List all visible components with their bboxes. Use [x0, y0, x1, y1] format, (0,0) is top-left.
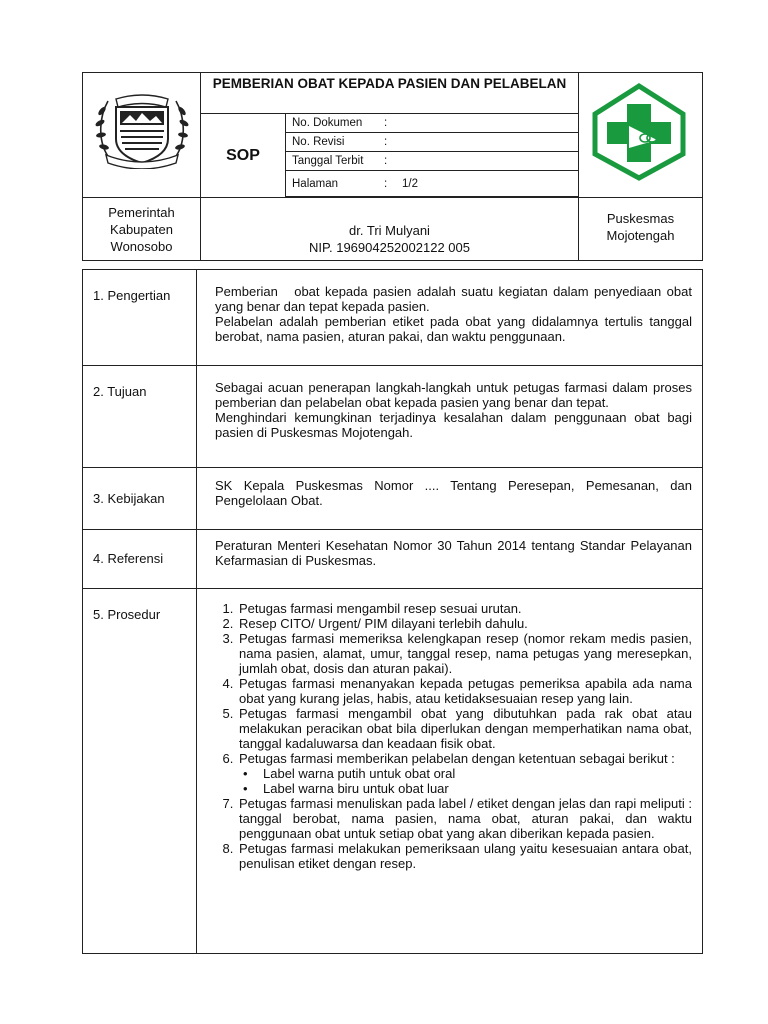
bullet-icon: • [243, 766, 248, 781]
procedure-step: 5. Petugas farmasi mengambil obat yang dibutuhkan pada rak obat atau melakukan peracikan obat bila diperlukan dengan memperhatikan nama obat, tanggal kadaluwarsa dan keadaan fisik obat. [237, 706, 692, 751]
section-label-pengertian: 1. Pengertian [83, 270, 197, 366]
puskesmas-name: Puskesmas Mojotengah [579, 198, 703, 261]
puskesmas-logo-icon [589, 82, 689, 182]
label-bullet-item: • Label warna putih untuk obat oral [243, 766, 456, 781]
sop-body-table [82, 269, 703, 954]
meta-row-no-dokumen: No. Dokumen : [286, 114, 579, 133]
bullet-icon: • [243, 781, 248, 796]
section-kebijakan [83, 468, 703, 530]
procedure-step: 2. Resep CITO/ Urgent/ PIM dilayani terlebih dahulu. [237, 616, 692, 631]
procedure-step: 3. Petugas farmasi memeriksa kelengkapan resep (nomor rekam medis pasien, nama pasien, alamat, umur, tanggal resep, nama petugas yang meresepkan, jumlah obat, dosis dan aturan pakai). [237, 631, 692, 676]
section-content-prosedur [197, 589, 703, 954]
procedure-step-labeling: 6. Petugas farmasi memberikan pelabelan dengan ketentuan sebagai berikut : • Label warna putih untuk obat oral • Label warna biru untuk obat luar [237, 751, 692, 796]
section-label-referensi: 4. Referensi [83, 530, 197, 589]
meta-row-tanggal-terbit: Tanggal Terbit : [286, 152, 579, 171]
meta-row-halaman: Halaman : 1/2 [286, 171, 579, 197]
signatory-name: dr. Tri Mulyani [349, 223, 430, 238]
section-label-tujuan: 2. Tujuan [83, 366, 197, 468]
signatory-block [201, 198, 579, 261]
regency-name: Pemerintah Kabupaten Wonosobo [83, 198, 201, 261]
section-pengertian [83, 270, 703, 366]
section-referensi [83, 530, 703, 589]
regency-logo-cell [83, 73, 201, 198]
document-title: PEMBERIAN OBAT KEPADA PASIEN DAN PELABELAN [201, 73, 579, 114]
procedure-step: 8. Petugas farmasi melakukan pemeriksaan ulang yaitu kesesuaian antara obat, penulisan etiket dengan resep. [237, 841, 692, 871]
section-content-tujuan: Sebagai acuan penerapan langkah-langkah untuk petugas farmasi dalam proses pemberian dan pelabelan obat kepada pasien yang benar dan tepat. Menghindari kemungkinan terjadinya kesalahan dalam penggunaan obat bagi pasien di Puskesmas Mojotengah. [197, 366, 703, 468]
section-content-kebijakan: SK Kepala Puskesmas Nomor .... Tentang Peresepan, Pemesanan, dan Pengelolaan Obat. [197, 468, 703, 530]
puskesmas-logo-cell [579, 73, 703, 198]
section-content-referensi: Peraturan Menteri Kesehatan Nomor 30 Tahun 2014 tentang Standar Pelayanan Kefarmasian di Puskesmas. [197, 530, 703, 589]
signatory-nip: NIP. 196904252002122 005 [309, 240, 470, 255]
procedure-step: 7. Petugas farmasi menuliskan pada label / etiket dengan jelas dan rapi meliputi : tanggal berobat, nama pasien, nama obat, aturan pakai, dan waktu penggunaan obat untuk setiap obat yang akan diberikan kepada pasien. [237, 796, 692, 841]
section-label-prosedur: 5. Prosedur [83, 589, 197, 954]
procedure-step: 4. Petugas farmasi menanyakan kepada petugas pemeriksa apabila ada nama obat yang kurang jelas, habis, atau ketidaksesuaian resep yang lain. [237, 676, 692, 706]
meta-row-no-revisi: No. Revisi : [286, 133, 579, 152]
label-color-list [239, 766, 692, 796]
label-bullet-item: • Label warna biru untuk obat luar [243, 781, 449, 796]
sop-label: SOP [201, 114, 286, 198]
procedure-step: 1. Petugas farmasi mengambil resep sesuai urutan. [237, 601, 692, 616]
section-content-pengertian: Pemberian obat kepada pasien adalah suatu kegiatan dalam penyediaan obat yang benar dan tepat kepada pasien. Pelabelan adalah pemberian etiket pada obat yang didalamnya tertulis tanggal berobat, nama pasien, aturan pakai, dan waktu penggunaan. [197, 270, 703, 366]
procedure-steps-list [215, 601, 692, 871]
sop-header-table [82, 72, 703, 261]
section-tujuan [83, 366, 703, 468]
wonosobo-crest-icon [92, 89, 192, 169]
section-prosedur [83, 589, 703, 954]
section-label-kebijakan: 3. Kebijakan [83, 468, 197, 530]
